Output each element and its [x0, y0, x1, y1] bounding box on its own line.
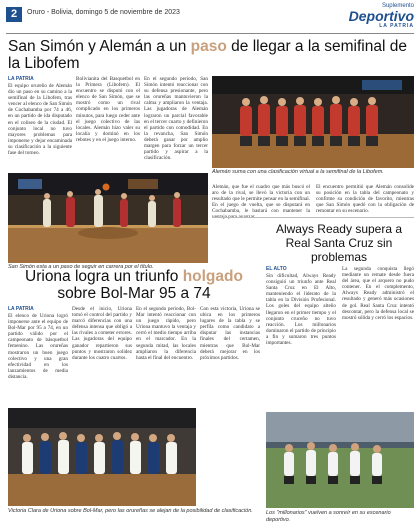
photo-aleman-caption: Alemán suma con una clasificación virtual a la semifinal de la Libofem.	[212, 169, 384, 175]
photo-uriona-team	[8, 408, 196, 506]
story-3-column-4: Con esta victoria, Uriona se ubica en los primeros lugares de la tabla y se perfila como candidato a disputar las instancias finales del certamen, mientras que Bol-Mar deberá mejorar en los próximos partidos.	[200, 306, 260, 361]
page-number: 2	[6, 7, 22, 22]
story-3-column-3: En el segundo periodo, Bol-Mar intentó reaccionar con un juego rápido, pero Uriona mantuvo la ventaja y cerró el medio tiempo arriba en el marcador. En la segunda mitad, las locales ampliaron la diferencia hasta el final del encuentro.	[136, 306, 196, 361]
photo-aleman-team	[212, 76, 414, 168]
headline-story-2: Always Ready supera a Real Santa Cruz sin problemas	[275, 222, 403, 264]
logo-title: Deportivo	[348, 8, 414, 24]
photo-always-ready-caption: Los "millonarios" vuelven a sonreír en su escenario deportivo.	[266, 510, 391, 523]
story-1-column-3: En el segundo periodo, San Simón intentó reaccionar con su defensa presionante, pero las orureñas mantuvieron la calma y ampliaron la ventaja. Las jugadoras de Alemán lograron un parcial favorable en el tercer cuarto y definieron el partido con comodidad. En la revancha, San Simón deberá ganar por amplio margen para forzar un tercer partido y aspirar a la clasificación.	[144, 76, 208, 162]
story-2-column-1: EL ALTO Sin dificultad, Always Ready consiguió un triunfo ante Real Santa Cruz en El Alto, manteniendo el liderato de la tabla en la División Profesional. Los goles del equipo alteño llegaron en el primer tiempo y el conjunto cruceño no tuvo reacción. Los millonarios dominaron el partido de principio a fin y sumaron tres puntos importantes.	[266, 266, 336, 347]
logo-subtitle: LA PATRIA	[379, 23, 414, 29]
dateline: Oruro - Bolivia, domingo 5 de noviembre de 2023	[27, 9, 180, 16]
story-1-column-2: Bolivianita del Basquetbol en la Primera (Libofem). El encuentro se disputó con el elenco de San Simón, que se mostró como un rival complicado en los primeros minutos, para luego ceder ante el juego colectivo de las locales. Alemán hizo valer su localía y dominó en los rebotes y en el juego interno.	[76, 76, 140, 143]
story-1-column-4: Alemán, que fue el cuadro que más buscó el aro de la rival, se llevó la victoria con un resultado que le permite pensar en la semifinal. En el juego de vuelta, que se disputará en Cochabamba, le bastará con mantener la	[212, 184, 310, 215]
story-3-column-1: LA PATRIA El elenco de Uriona logró imponerse ante el equipo de Bol-Mar por 95 a 74, en un partido válido por el campeonato de básquetbol femenino. Las orureñas mostraron un buen juego colectivo y una gran efectividad en los lanzamientos de media distancia.	[8, 306, 68, 380]
story-2-source: EL ALTO	[266, 266, 287, 272]
section-divider	[212, 217, 414, 218]
headline-story-1: San Simón y Alemán a un paso de llegar a la semifinal de la Libofem	[8, 38, 407, 72]
headline-story-3: Uriona logra un triunfo holgado sobre Bol-Mar 95 a 74	[25, 268, 243, 302]
header-rule	[6, 33, 414, 34]
supplement-logo	[334, 3, 414, 29]
photo-san-simon-game	[8, 173, 208, 263]
story-3-column-2: Desde el inicio, Uriona tomó el control del partido y marcó diferencias con una defensa intensa que obligó a las rivales a cometer errores. Las jugadoras del equipo ganador repartieron sus puntos y mostraron solidez durante los cuatro cuartos.	[72, 306, 132, 361]
logo-supplement-label: Suplemento	[381, 3, 414, 9]
story-1-source: LA PATRIA	[8, 76, 34, 82]
story-1-column-5: El encuentro permitió que Alemán consolide su posición en la tabla del campeonato y confirme su condición de favorito, mientras que San Simón quedó con la obligación de remontar en su escenario.	[316, 184, 414, 215]
photo-san-simon-caption: San Simón esta a un paso de seguir en carrera por el título.	[8, 264, 154, 270]
story-3-source: LA PATRIA	[8, 306, 34, 312]
photo-always-ready	[266, 412, 414, 508]
page-header	[0, 0, 420, 34]
photo-uriona-caption: Victoria Clara de Uriona sobre Bol-Mar, pero las orureñas se alejan de la posibilidad de clasificación.	[8, 508, 253, 514]
story-1-column-1: LA PATRIA El equipo orureño de Alemán dio un paso en su camino a la semifinal de la Libofem, tras vencer al elenco de San Simón de Cochabamba por 74 a 46, en un partido de ida disputado en el coliseo de la ciudad. El conjunto local no tuvo mayores problemas para imponerse y dejar encaminada su clasificación a la siguiente fase del torneo.	[8, 76, 72, 157]
story-2-column-2: La segunda conquista llegó mediante un remate desde fuera del área, que el arquero no pudo contener. En el complemento, Always Ready administró el resultado y generó más ocasiones de gol. Real Santa Cruz intentó descontar, pero la defensa local se mostró sólida y cerró los espacios.	[342, 266, 414, 321]
